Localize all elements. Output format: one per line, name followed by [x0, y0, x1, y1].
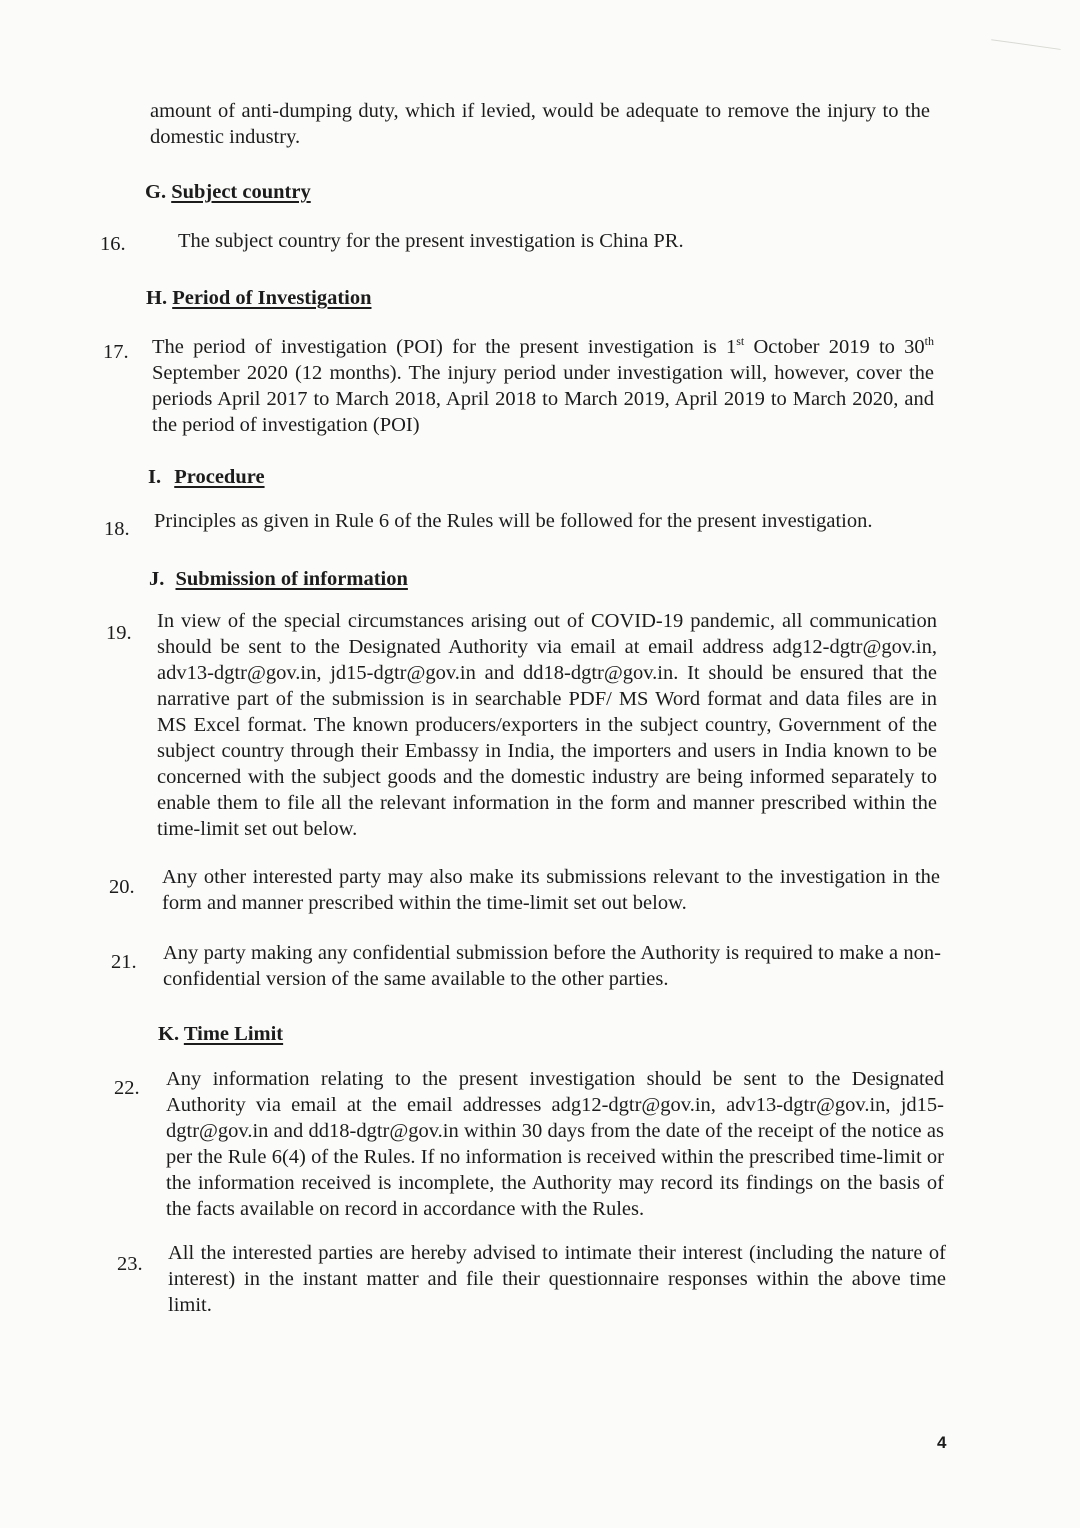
section-letter: J.	[149, 568, 165, 590]
section-letter: H.	[146, 287, 168, 309]
paragraph-19: In view of the special circumstances arising out of COVID-19 pandemic, all communication should be sent to the Designated Authority via email at email address adg12-dgtr@gov.in, adv13-dgtr@gov.in, jd15-dgtr@gov.in and dd18-dgtr@gov.in. It should be ensured that the narrative part of the submission is in searchable PDF/ MS Word format and data files are in MS Excel format. The known producers/exporters in the subject country, Government of the subject country through their Embassy in India, the importers and users in India known to be concerned with the subject goods and the domestic industry are being informed separately to enable them to file all the relevant information in the form and manner prescribed within the time-limit set out below.	[157, 610, 937, 840]
paragraph-number: 16.	[100, 233, 126, 255]
section-title: Time Limit	[183, 1023, 284, 1045]
section-heading-j	[149, 566, 408, 592]
page-number: 4	[937, 1433, 947, 1452]
section-heading-i	[148, 464, 265, 490]
paragraph-number: 23.	[117, 1253, 143, 1275]
paragraph-number: 17.	[103, 341, 129, 363]
paragraph-number: 20.	[109, 876, 135, 898]
paragraph-18: Principles as given in Rule 6 of the Rules will be followed for the present investigation.	[154, 510, 873, 532]
section-heading-h	[146, 285, 372, 311]
paragraph-number: 21.	[111, 951, 137, 973]
paragraph-number: 19.	[106, 622, 132, 644]
section-letter: I.	[148, 466, 162, 488]
paragraph-17: The period of investigation (POI) for the present investigation is 1st October 2019 to 30th September 2020 (12 months). The injury period under investigation will, however, cover the periods April 2017 to March 2018, April 2018 to March 2019, April 2019 to March 2020, and the period of investigation (POI)	[152, 334, 934, 436]
scan-mark	[989, 39, 1060, 64]
paragraph-number: 22.	[114, 1077, 140, 1099]
section-title: Period of Investigation	[172, 287, 372, 309]
paragraph-number: 18.	[104, 518, 130, 540]
section-title: Subject country	[171, 181, 311, 203]
paragraph-23: All the interested parties are hereby advised to intimate their interest (including the nature of interest) in the instant matter and file their questionnaire responses within the above time limit.	[168, 1242, 946, 1316]
section-heading-g	[145, 179, 311, 205]
section-letter: G.	[145, 181, 167, 203]
section-title: Procedure	[174, 466, 265, 488]
section-heading-k	[158, 1021, 283, 1047]
paragraph-21: Any party making any confidential submission before the Authority is required to make a non-confidential version of the same available to the other parties.	[163, 942, 941, 990]
paragraph-22: Any information relating to the present investigation should be sent to the Designated Authority via email at the email addresses adg12-dgtr@gov.in, adv13-dgtr@gov.in, jd15-dgtr@gov.in and dd18-dgtr@gov.in within 30 days from the date of the receipt of the notice as per the Rule 6(4) of the Rules. If no information is received within the prescribed time-limit or the information received is incomplete, the Authority may record its findings on the basis of the facts available on record in accordance with the Rules.	[166, 1068, 944, 1220]
section-title: Submission of information	[175, 568, 408, 590]
intro-continuation: amount of anti-dumping duty, which if levied, would be adequate to remove the injury to the domestic industry.	[150, 100, 930, 148]
paragraph-16: The subject country for the present investigation is China PR.	[178, 230, 684, 252]
paragraph-20: Any other interested party may also make its submissions relevant to the investigation in the form and manner prescribed within the time-limit set out below.	[162, 866, 940, 914]
section-letter: K.	[158, 1023, 180, 1045]
